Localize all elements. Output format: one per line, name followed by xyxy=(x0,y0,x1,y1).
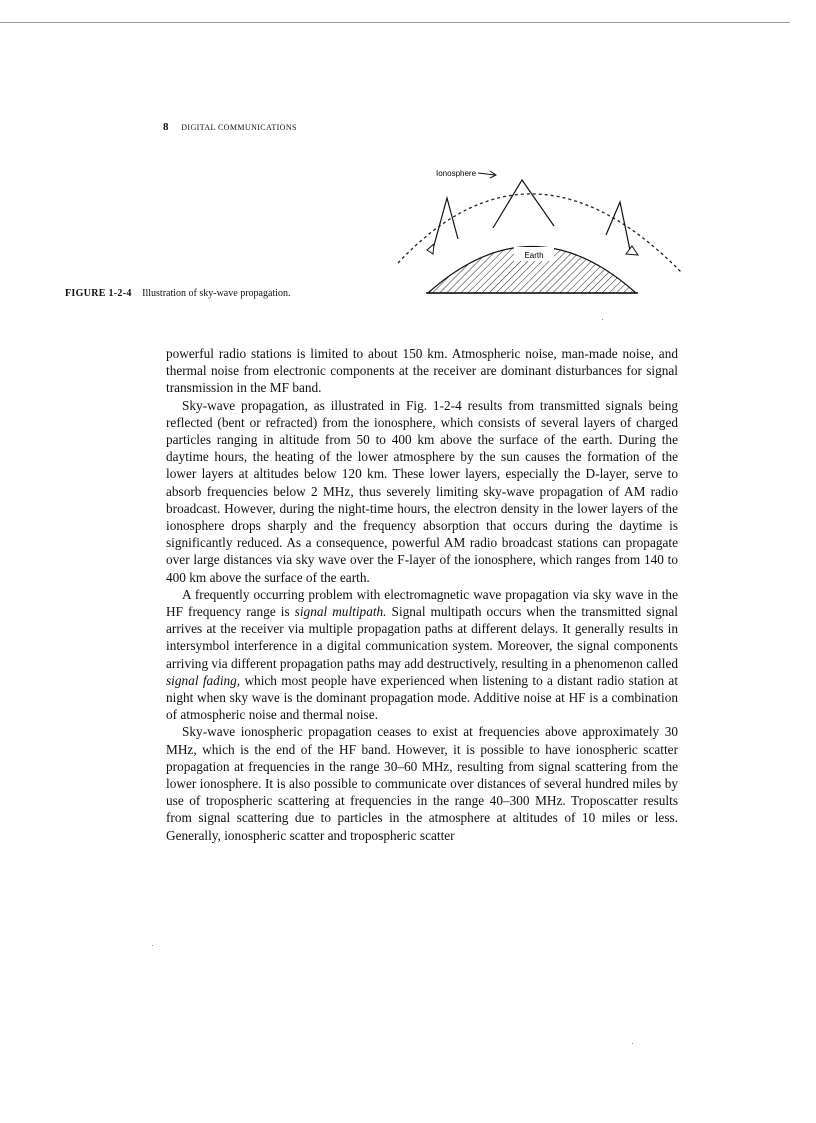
body-text xyxy=(166,345,678,844)
running-head xyxy=(163,121,297,133)
scan-speck xyxy=(632,1043,633,1044)
paragraph-3-part-a: A frequently occurring problem with electromagnetic wave propagation via sky wave in the HF frequency range is xyxy=(166,586,678,620)
ionosphere-label: Ionosphere xyxy=(436,169,477,178)
scan-speck xyxy=(602,319,603,320)
paragraph-1: powerful radio stations is limited to about 150 km. Atmospheric noise, man-made noise, and thermal noise from electronic components at the receiver are dominant disturbances for signal transmission in the MF band. xyxy=(166,346,678,396)
sky-wave-propagation-figure xyxy=(360,160,690,300)
earth-label: Earth xyxy=(524,251,544,260)
sky-wave-path-right xyxy=(606,202,630,250)
term-signal-multipath: signal multipath. xyxy=(294,604,387,620)
figure-caption xyxy=(65,288,290,299)
ionosphere-pointer xyxy=(478,173,495,175)
top-rule xyxy=(0,22,790,23)
transmitter-antenna-icon xyxy=(427,244,434,254)
running-title: DIGITAL COMMUNICATIONS xyxy=(181,123,297,132)
receiver-antenna-icon xyxy=(626,246,638,255)
paragraph-2: Sky-wave propagation, as illustrated in Fig. 1-2-4 results from transmitted signals being reflected (bent or refracted) from the ionosphere, which consists of several layers of charged particles ranging in altitude from 50 to 400 km above the surface of the earth. During the daytime hours, the heating of the lower atmosphere by the sun causes the formation of the lower layers at altitudes below 120 km. These lower layers, especially the D-layer, serve to absorb frequencies below 2 MHz, thus severely limiting sky-wave propagation of AM radio broadcast. However, during the night-time hours, the electron density in the lower layers of the ionosphere drops sharply and the frequency absorption that occurs during the daytime is significantly reduced. As a consequence, powerful AM radio broadcast stations can propagate over large distances via sky wave over the F-layer of the ionosphere, which ranges from 140 to 400 km above the surface of the earth. xyxy=(166,397,678,585)
figure-label: FIGURE 1-2-4 xyxy=(65,288,132,299)
figure-caption-text: Illustration of sky-wave propagation. xyxy=(142,288,291,299)
scan-speck xyxy=(152,945,153,946)
term-signal-fading: signal fading, xyxy=(166,672,241,688)
page-number: 8 xyxy=(163,121,169,133)
paragraph-3 xyxy=(166,586,678,724)
paragraph-3-part-c: which most people have experienced when listening to a distant radio station at night when sky wave is the dominant propagation mode. Additive noise at HF is a combination of atmospheric noise and thermal noise. xyxy=(166,672,679,723)
paragraph-4: Sky-wave ionospheric propagation ceases to exist at frequencies above approximately 30 MHz, which is the end of the HF band. However, it is possible to have ionospheric scatter propagation at frequencies in the range 30–60 MHz, resulting from signal scattering from the lower ionosphere. It is also possible to communicate over distances of several hundred miles by use of tropospheric scattering at frequencies in the range 40–300 MHz. Troposcatter results from signal scattering due to particles in the atmosphere at altitudes of 10 miles or less. Generally, ionospheric scatter and tropospheric scatter xyxy=(166,724,678,843)
sky-wave-path-left xyxy=(433,198,458,249)
sky-wave-path-center xyxy=(493,180,554,228)
paragraph-3-part-b: Signal multipath occurs when the transmitted signal arrives at the receiver via multiple propagation paths at different delays. It generally results in intersymbol interference in a digital communication system. Moreover, the signal components arriving via different propagation paths may add destructively, resulting in a phenomenon called xyxy=(166,604,678,671)
